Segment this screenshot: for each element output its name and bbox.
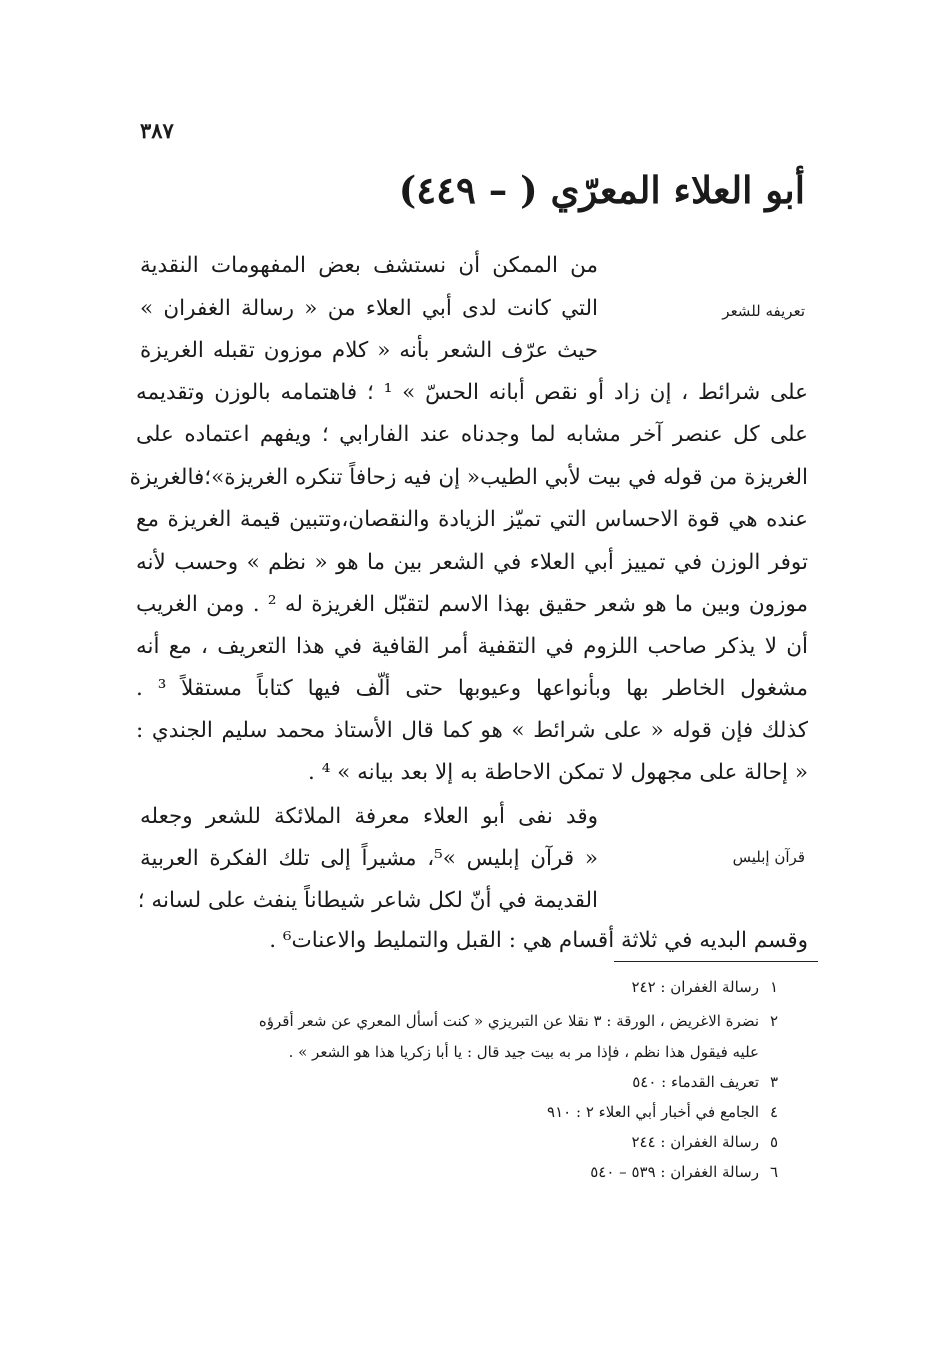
footnote-2-continuation: عليه فيقول هذا نظم ، فإذا مر به بيت جيد قال : يا أبا زكريا هذا هو الشعر » . xyxy=(288,1043,759,1061)
footnote-text: تعريف القدماء : ٥٤٠ xyxy=(632,1073,759,1091)
paragraph2-line: وقد نفى أبو العلاء معرفة الملائكة للشعر وجعله xyxy=(140,804,598,829)
paragraph1-line: أن لا يذكر صاحب اللزوم في التقفية أمر القافية في هذا التعريف ، مع أنه xyxy=(136,634,808,659)
page-number: ٣٨٧ xyxy=(140,118,174,143)
paragraph2-line: القديمة في أنّ لكل شاعر شيطاناً ينفث على لسانه ؛ xyxy=(137,888,598,913)
footnote-4 xyxy=(547,1103,783,1121)
paragraph1-line: حيث عرّف الشعر بأنه « كلام موزون تقبله الغريزة xyxy=(140,338,598,363)
footnote-5 xyxy=(631,1133,783,1151)
paragraph1-line: « إحالة على مجهول لا تمكن الاحاطة به إلا بعد بيانه » ⁴ . xyxy=(308,760,808,785)
footnote-number: ٤ xyxy=(769,1103,779,1121)
footnote-1 xyxy=(631,978,783,996)
paragraph1-line: الغريزة من قوله في بيت لأبي الطيب« إن فيه زحافاً تنكره الغريزة»؛فالغريزة xyxy=(129,465,808,490)
paragraph1-line: على كل عنصر آخر مشابه لما وجدناه عند الفارابي ؛ ويفهم اعتماده على xyxy=(136,422,808,447)
paragraph1-line: من الممكن أن نستشف بعض المفهومات النقدية xyxy=(140,253,598,278)
paragraph1-line: كذلك فإن قوله « على شرائط » هو كما قال الأستاذ محمد سليم الجندي : xyxy=(136,718,808,743)
footnote-number: ٦ xyxy=(769,1163,779,1181)
paragraph1-line: التي كانت لدى أبي العلاء من « رسالة الغفران » xyxy=(140,296,599,321)
footnote-3 xyxy=(632,1073,783,1091)
paragraph2-line: « قرآن إبليس »⁵، مشيراً إلى تلك الفكرة العربية xyxy=(140,846,598,871)
paragraph2-line: وقسم البديه في ثلاثة أقسام هي : القبل والتمليط والاعنات⁶ . xyxy=(269,928,808,953)
sidenote-poetry-definition: تعريفه للشعر xyxy=(722,302,805,320)
paragraph1-line: مشغول الخاطر بها وبأنواعها وعيوبها حتى ألّف فيها كتاباً مستقلاً ³ . xyxy=(136,676,809,701)
sidenote-iblis-quran: قرآن إبليس xyxy=(732,848,805,866)
footnote-6 xyxy=(590,1163,783,1181)
footnote-text: رسالة الغفران : ٢٤٢ xyxy=(631,978,759,996)
paragraph1-line: موزون وبين ما هو شعر حقيق بهذا الاسم لتقبّل الغريزة له ² . ومن الغريب xyxy=(136,592,808,617)
paragraph1-line: توفر الوزن في تمييز أبي العلاء في الشعر بين ما هو « نظم » وحسب لأنه xyxy=(136,550,808,575)
footnote-text: رسالة الغفران : ٥٣٩ – ٥٤٠ xyxy=(590,1163,759,1181)
footnote-number: ٣ xyxy=(769,1073,779,1091)
footnote-text: الجامع في أخبار أبي العلاء ٢ : ٩١٠ xyxy=(547,1103,759,1121)
footnote-number: ١ xyxy=(769,978,779,996)
footnote-number: ٥ xyxy=(769,1133,779,1151)
footnote-separator xyxy=(614,961,818,962)
footnote-text: رسالة الغفران : ٢٤٤ xyxy=(631,1133,759,1151)
footnote-2 xyxy=(259,1012,783,1030)
footnote-number: ٢ xyxy=(769,1012,779,1030)
paragraph1-line: عنده هي قوة الاحساس التي تميّز الزيادة والنقصان،وتتبين قيمة الغريزة مع xyxy=(136,507,808,532)
section-title: أبو العلاء المعرّي ( – ٤٤٩) xyxy=(398,168,805,212)
paragraph1-line: على شرائط ، إن زاد أو نقص أبانه الحسّ » ¹ ؛ فاهتمامه بالوزن وتقديمه xyxy=(136,380,808,405)
footnote-text: نضرة الاغريض ، الورقة : ٣ نقلا عن التبريزي « كنت أسأل المعري عن شعر أقرؤه xyxy=(258,1012,759,1030)
